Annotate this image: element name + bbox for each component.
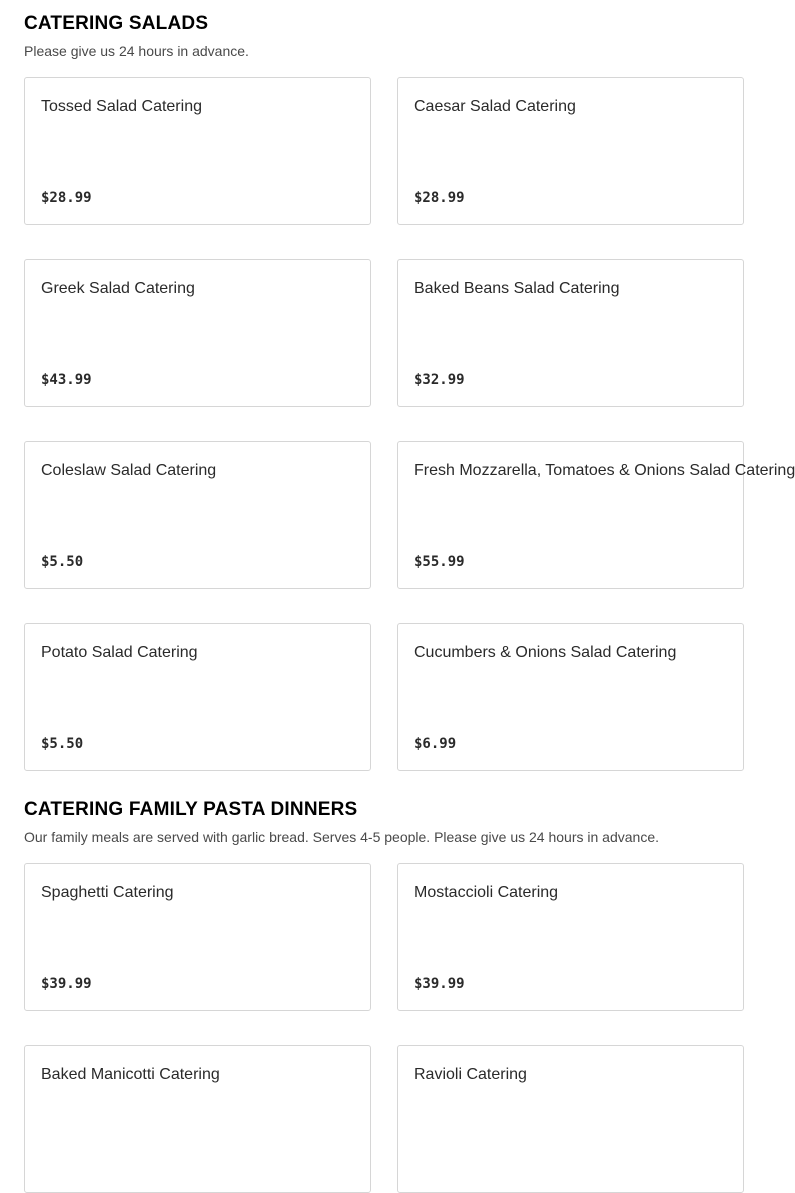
menu-item-name: Mostaccioli Catering: [414, 884, 559, 901]
menu-item-price: $39.99: [41, 976, 92, 992]
menu-item-price: $32.99: [414, 372, 465, 388]
menu-item-price: $28.99: [414, 190, 465, 206]
section-catering-salads-header: [24, 14, 746, 58]
menu-item-card[interactable]: [397, 863, 744, 1011]
menu-item-card[interactable]: [24, 441, 371, 589]
menu-item-name: Greek Salad Catering: [41, 280, 195, 297]
menu-item-name: Cucumbers & Onions Salad Catering: [414, 644, 677, 661]
section-catering-pasta-header: [24, 800, 746, 844]
menu-item-name: Potato Salad Catering: [41, 644, 198, 661]
menu-item-price: $28.99: [41, 190, 92, 206]
menu-item-card[interactable]: [397, 1045, 744, 1193]
menu-item-card[interactable]: [397, 259, 744, 407]
menu-item-card[interactable]: [397, 441, 795, 589]
menu-item-price: $39.99: [414, 976, 465, 992]
menu-item-card[interactable]: [24, 623, 371, 771]
menu-item-price: $5.50: [41, 736, 84, 752]
section-title: CATERING FAMILY PASTA DINNERS: [24, 799, 358, 820]
menu-item-name: Baked Beans Salad Catering: [414, 280, 620, 297]
menu-item-card[interactable]: [24, 259, 371, 407]
section-description: Our family meals are served with garlic bread. Serves 4-5 people. Please give us 24 hours in advance.: [24, 829, 659, 845]
menu-item-card[interactable]: [397, 623, 744, 771]
menu-item-price: $6.99: [414, 736, 457, 752]
section-description: Please give us 24 hours in advance.: [24, 43, 249, 59]
menu-item-name: Caesar Salad Catering: [414, 98, 576, 115]
menu-item-price: $5.50: [41, 554, 84, 570]
section-title: CATERING SALADS: [24, 13, 209, 34]
menu-item-name: Fresh Mozzarella, Tomatoes & Onions Salad Catering: [414, 462, 795, 479]
menu-item-card[interactable]: [24, 863, 371, 1011]
menu-item-price: $43.99: [41, 372, 92, 388]
menu-item-name: Tossed Salad Catering: [41, 98, 202, 115]
menu-item-card[interactable]: [397, 77, 744, 225]
menu-item-card[interactable]: [24, 77, 371, 225]
menu-item-name: Coleslaw Salad Catering: [41, 462, 217, 479]
menu-item-name: Spaghetti Catering: [41, 884, 174, 901]
menu-item-name: Ravioli Catering: [414, 1066, 527, 1083]
menu-item-name: Baked Manicotti Catering: [41, 1066, 220, 1083]
menu-item-card[interactable]: [24, 1045, 371, 1193]
menu-item-price: $55.99: [414, 554, 465, 570]
